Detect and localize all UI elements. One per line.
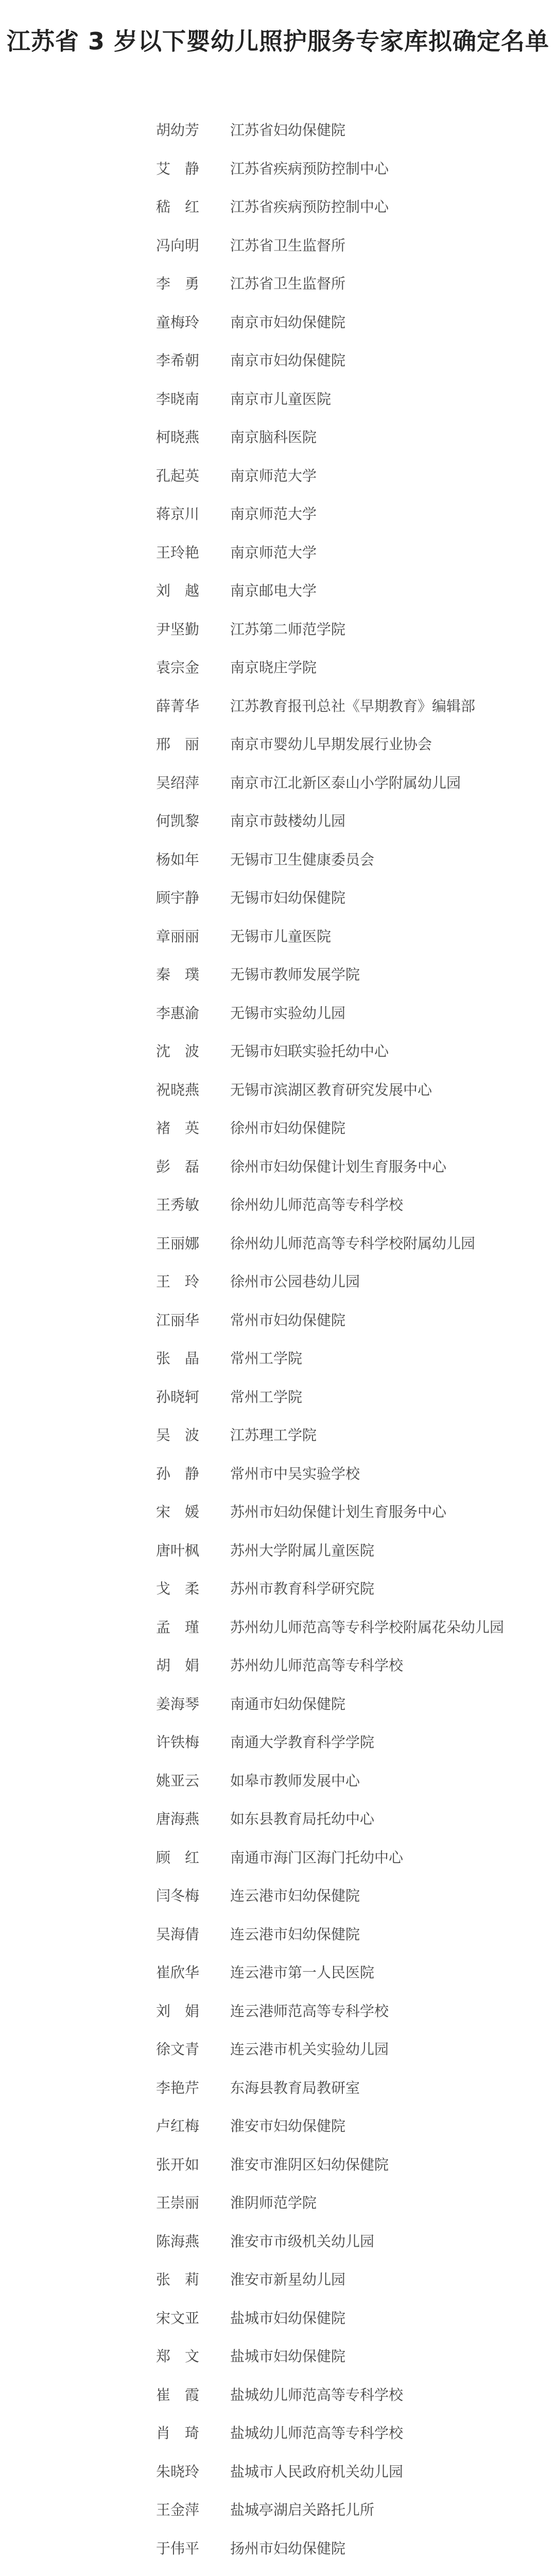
expert-row <box>0 956 556 994</box>
expert-organization: 江苏省妇幼保健院 <box>230 122 346 139</box>
expert-row <box>0 725 556 764</box>
expert-row <box>0 2146 556 2184</box>
expert-row <box>0 2030 556 2069</box>
expert-name: 王金萍 <box>155 2501 199 2518</box>
expert-organization: 无锡市实验幼儿园 <box>230 1004 346 1022</box>
expert-row <box>0 802 556 841</box>
expert-name: 卢红梅 <box>155 2117 199 2134</box>
expert-organization: 连云港市妇幼保健院 <box>230 1925 360 1943</box>
expert-organization: 淮安市市级机关幼儿园 <box>230 2232 375 2250</box>
expert-organization: 常州工学院 <box>230 1388 303 1405</box>
expert-name: 宋 媛 <box>155 1503 199 1520</box>
expert-row <box>0 994 556 1033</box>
expert-name: 李艳芹 <box>155 2079 199 2096</box>
expert-row <box>0 227 556 265</box>
expert-name: 嵇 红 <box>155 198 199 215</box>
expert-row <box>0 1301 556 1340</box>
expert-name: 李惠渝 <box>155 1004 199 1022</box>
expert-name: 沈 波 <box>155 1043 199 1060</box>
expert-name: 郑 文 <box>155 2348 199 2365</box>
expert-name: 冯向明 <box>155 236 199 254</box>
expert-name: 宋文亚 <box>155 2309 199 2327</box>
expert-organization: 扬州市妇幼保健院 <box>230 2539 346 2557</box>
expert-organization: 无锡市卫生健康委员会 <box>230 851 375 868</box>
expert-organization: 南京邮电大学 <box>230 582 317 599</box>
expert-organization: 徐州幼儿师范高等专科学校附属幼儿园 <box>230 1234 476 1252</box>
expert-name: 胡幼芳 <box>155 122 199 139</box>
expert-name: 张 晶 <box>155 1350 199 1367</box>
expert-row <box>0 2568 556 2576</box>
expert-row <box>0 111 556 150</box>
expert-organization: 江苏教育报刊总社《早期教育》编辑部 <box>230 697 476 715</box>
expert-row <box>0 572 556 611</box>
expert-row <box>0 303 556 342</box>
expert-name: 肖 琦 <box>155 2425 199 2442</box>
expert-name: 秦 璞 <box>155 966 199 983</box>
expert-name: 彭 磊 <box>155 1158 199 1175</box>
expert-row <box>0 2491 556 2530</box>
expert-organization: 无锡市教师发展学院 <box>230 966 360 983</box>
expert-organization: 南京师范大学 <box>230 544 317 561</box>
expert-organization: 苏州幼儿师范高等专科学校 <box>230 1657 404 1674</box>
expert-roster <box>0 111 556 2576</box>
expert-row <box>0 1416 556 1455</box>
expert-row <box>0 687 556 726</box>
expert-organization: 江苏省疾病预防控制中心 <box>230 198 389 215</box>
expert-row <box>0 2530 556 2568</box>
expert-organization: 徐州市妇幼保健院 <box>230 1120 346 1137</box>
expert-name: 唐叶枫 <box>155 1541 199 1559</box>
expert-row <box>0 1263 556 1301</box>
expert-name: 王丽娜 <box>155 1234 199 1252</box>
expert-organization: 苏州大学附属儿童医院 <box>230 1541 375 1559</box>
expert-name: 唐海燕 <box>155 1810 199 1827</box>
expert-organization: 南京师范大学 <box>230 467 317 484</box>
expert-row <box>0 265 556 303</box>
expert-row <box>0 2223 556 2261</box>
expert-name: 王秀敏 <box>155 1196 199 1213</box>
expert-row <box>0 1608 556 1647</box>
expert-row <box>0 1762 556 1801</box>
expert-row <box>0 2184 556 2223</box>
expert-organization: 常州工学院 <box>230 1350 303 1367</box>
expert-name: 江丽华 <box>155 1311 199 1329</box>
expert-organization: 南京市江北新区泰山小学附属幼儿园 <box>230 774 461 791</box>
expert-organization: 江苏省卫生监督所 <box>230 275 346 292</box>
expert-organization: 南通市妇幼保健院 <box>230 1695 346 1713</box>
expert-organization: 南京市儿童医院 <box>230 390 332 408</box>
expert-row <box>0 1723 556 1762</box>
expert-row <box>0 1532 556 1570</box>
expert-organization: 江苏省疾病预防控制中心 <box>230 160 389 177</box>
expert-name: 王 玲 <box>155 1273 199 1290</box>
expert-row <box>0 380 556 419</box>
expert-organization: 南京师范大学 <box>230 505 317 522</box>
expert-organization: 徐州市妇幼保健计划生育服务中心 <box>230 1158 447 1175</box>
expert-name: 顾宇静 <box>155 889 199 906</box>
expert-organization: 淮安市新星幼儿园 <box>230 2271 346 2288</box>
expert-name: 尹坚勤 <box>155 620 199 638</box>
expert-name: 吴 波 <box>155 1427 199 1444</box>
expert-name: 孟 瑾 <box>155 1618 199 1636</box>
expert-row <box>0 2376 556 2415</box>
expert-organization: 南京市婴幼儿早期发展行业协会 <box>230 736 432 753</box>
expert-row <box>0 649 556 687</box>
expert-row <box>0 1954 556 1992</box>
expert-organization: 江苏第二师范学院 <box>230 620 346 638</box>
expert-row <box>0 342 556 380</box>
expert-organization: 南京脑科医院 <box>230 429 317 446</box>
expert-organization: 连云港市机关实验幼儿园 <box>230 2041 389 2058</box>
expert-name: 何凯黎 <box>155 812 199 829</box>
expert-name: 褚 英 <box>155 1120 199 1137</box>
expert-organization: 无锡市妇联实验托幼中心 <box>230 1043 389 1060</box>
expert-name: 童梅玲 <box>155 313 199 331</box>
expert-name: 姜海琴 <box>155 1695 199 1713</box>
expert-row <box>0 1992 556 2031</box>
expert-organization: 南京市妇幼保健院 <box>230 313 346 331</box>
expert-name: 李希朝 <box>155 352 199 369</box>
expert-name: 薛菁华 <box>155 697 199 715</box>
expert-name: 王玲艳 <box>155 544 199 561</box>
expert-name: 吴海倩 <box>155 1925 199 1943</box>
expert-organization: 如东县教育局托幼中心 <box>230 1810 375 1827</box>
expert-organization: 盐城市妇幼保健院 <box>230 2348 346 2365</box>
expert-row <box>0 2337 556 2376</box>
expert-row <box>0 1225 556 1263</box>
expert-row <box>0 150 556 189</box>
expert-row <box>0 2261 556 2299</box>
expert-row <box>0 1378 556 1417</box>
expert-row <box>0 1685 556 1724</box>
expert-name: 艾 静 <box>155 160 199 177</box>
expert-row <box>0 2069 556 2108</box>
expert-row <box>0 2453 556 2492</box>
expert-organization: 无锡市儿童医院 <box>230 927 332 945</box>
expert-name: 柯晓燕 <box>155 429 199 446</box>
expert-row <box>0 1877 556 1916</box>
expert-organization: 连云港师范高等专科学校 <box>230 2002 389 2020</box>
expert-row <box>0 1186 556 1225</box>
expert-name: 孔起英 <box>155 467 199 484</box>
expert-row <box>0 1455 556 1494</box>
expert-organization: 如皋市教师发展中心 <box>230 1772 360 1789</box>
expert-name: 吴绍萍 <box>155 774 199 791</box>
expert-name: 邢 丽 <box>155 736 199 753</box>
expert-name: 张 莉 <box>155 2271 199 2288</box>
expert-name: 刘 越 <box>155 582 199 599</box>
expert-row <box>0 418 556 457</box>
expert-row <box>0 1071 556 1110</box>
expert-row <box>0 841 556 879</box>
expert-row <box>0 1109 556 1148</box>
expert-name: 崔 霞 <box>155 2386 199 2403</box>
expert-organization: 南京晓庄学院 <box>230 659 317 676</box>
expert-name: 崔欣华 <box>155 1964 199 1981</box>
expert-organization: 南京市妇幼保健院 <box>230 352 346 369</box>
expert-row <box>0 1340 556 1378</box>
expert-organization: 东海县教育局教研室 <box>230 2079 360 2096</box>
expert-organization: 淮阴师范学院 <box>230 2194 317 2211</box>
expert-organization <box>230 2568 345 2576</box>
expert-organization: 南通大学教育科学学院 <box>230 1734 375 1751</box>
expert-name: 杨如年 <box>155 851 199 868</box>
expert-name: 徐文青 <box>155 2041 199 2058</box>
expert-organization: 无锡市滨湖区教育研究发展中心 <box>230 1081 432 1098</box>
expert-organization: 南通市海门区海门托幼中心 <box>230 1849 404 1866</box>
expert-row <box>0 1839 556 1877</box>
expert-name: 许铁梅 <box>155 1734 199 1751</box>
expert-name: 孙晓轲 <box>155 1388 199 1405</box>
page-title: 江苏省 3 岁以下婴幼儿照护服务专家库拟确定名单 <box>6 27 550 55</box>
expert-name: 戈 柔 <box>155 1580 199 1597</box>
expert-name: 于伟平 <box>155 2539 199 2557</box>
expert-name: 李晓南 <box>155 390 199 408</box>
expert-name: 祝晓燕 <box>155 1081 199 1098</box>
expert-name: 袁宗金 <box>155 659 199 676</box>
expert-organization: 徐州市公园巷幼儿园 <box>230 1273 360 1290</box>
expert-organization: 盐城市人民政府机关幼儿园 <box>230 2463 404 2480</box>
expert-organization: 苏州市妇幼保健计划生育服务中心 <box>230 1503 447 1520</box>
expert-row <box>0 1800 556 1839</box>
expert-row <box>0 918 556 956</box>
expert-name: 顾 红 <box>155 1849 199 1866</box>
expert-row <box>0 1032 556 1071</box>
expert-organization: 盐城亭湖启关路托儿所 <box>230 2501 375 2518</box>
expert-row <box>0 1916 556 1954</box>
expert-row <box>0 495 556 534</box>
expert-row <box>0 1148 556 1187</box>
expert-row <box>0 188 556 227</box>
expert-organization: 南京市鼓楼幼儿园 <box>230 812 346 829</box>
expert-row <box>0 1493 556 1532</box>
expert-row <box>0 2107 556 2146</box>
expert-name: 孙 静 <box>155 1465 199 1482</box>
expert-row <box>0 1647 556 1685</box>
expert-organization: 常州市中吴实验学校 <box>230 1465 360 1482</box>
expert-row <box>0 2414 556 2453</box>
expert-name: 李 勇 <box>155 275 199 292</box>
expert-row <box>0 457 556 496</box>
expert-name: 刘 娟 <box>155 2002 199 2020</box>
expert-organization: 盐城幼儿师范高等专科学校 <box>230 2425 404 2442</box>
expert-name: 王崇丽 <box>155 2194 199 2211</box>
expert-name: 张开如 <box>155 2156 199 2173</box>
expert-organization: 淮安市妇幼保健院 <box>230 2117 346 2134</box>
expert-row <box>0 764 556 803</box>
expert-name <box>147 2568 208 2576</box>
expert-name: 朱晓玲 <box>155 2463 199 2480</box>
expert-row <box>0 879 556 918</box>
expert-row <box>0 1570 556 1608</box>
expert-name: 蒋京川 <box>155 505 199 522</box>
expert-name: 闫冬梅 <box>155 1887 199 1904</box>
expert-name: 胡 娟 <box>155 1657 199 1674</box>
expert-organization: 常州市妇幼保健院 <box>230 1311 346 1329</box>
expert-organization: 苏州幼儿师范高等专科学校附属花朵幼儿园 <box>230 1618 505 1636</box>
expert-row <box>0 2299 556 2338</box>
expert-name: 姚亚云 <box>155 1772 199 1789</box>
expert-organization: 无锡市妇幼保健院 <box>230 889 346 906</box>
expert-name: 章丽丽 <box>155 927 199 945</box>
expert-organization: 江苏理工学院 <box>230 1427 317 1444</box>
expert-organization: 淮安市淮阴区妇幼保健院 <box>230 2156 389 2173</box>
expert-organization: 苏州市教育科学研究院 <box>230 1580 375 1597</box>
expert-row <box>0 534 556 572</box>
expert-row <box>0 611 556 649</box>
expert-organization: 盐城市妇幼保健院 <box>230 2309 346 2327</box>
expert-organization: 盐城幼儿师范高等专科学校 <box>230 2386 404 2403</box>
expert-organization: 连云港市妇幼保健院 <box>230 1887 360 1904</box>
expert-organization: 徐州幼儿师范高等专科学校 <box>230 1196 404 1213</box>
expert-organization: 连云港市第一人民医院 <box>230 1964 375 1981</box>
expert-name: 陈海燕 <box>155 2232 199 2250</box>
expert-organization: 江苏省卫生监督所 <box>230 236 346 254</box>
